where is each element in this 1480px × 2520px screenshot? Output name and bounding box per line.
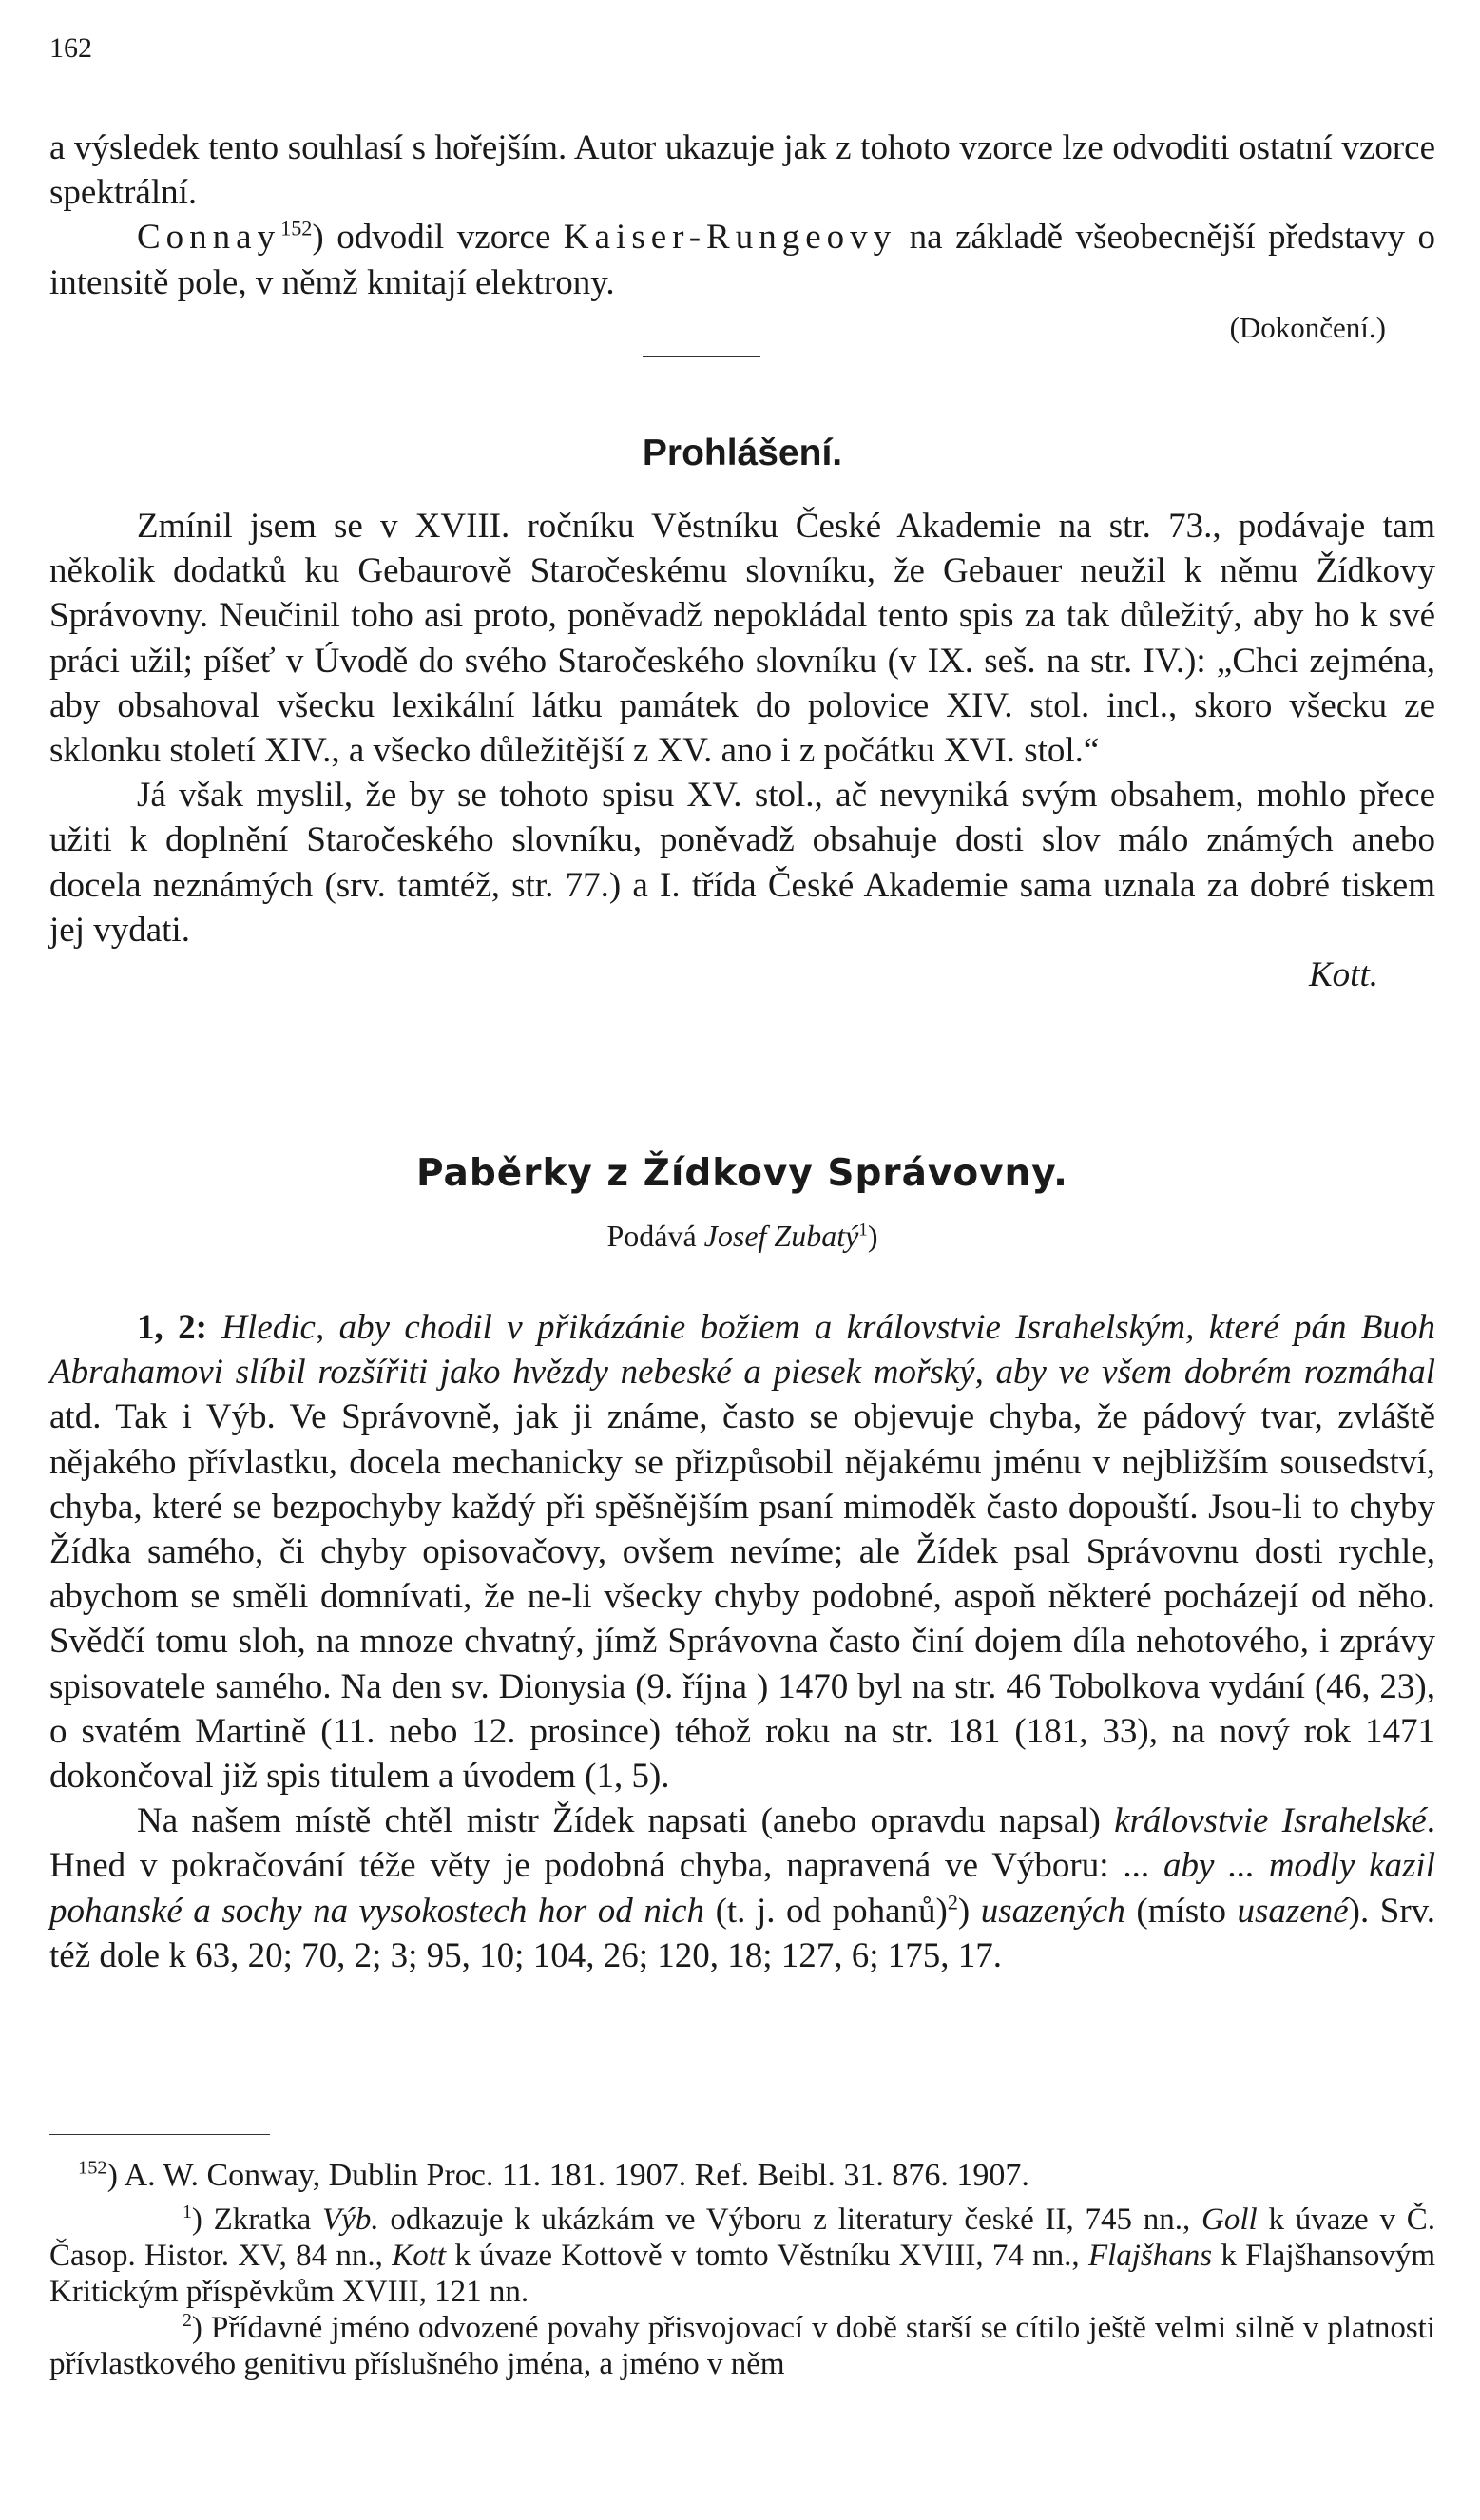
entry-quote: Hledic, aby chodil v přikázánie božiem a královstvie Israhelským, které pán Buoh Abrahamovi slíbil rozšířiti jako hvězdy nebeské a piesek mořský, aby ve všem dobrém rozmáhal	[49, 1308, 1435, 1393]
footnote-2-text: ) Přídavné jméno odvozené povahy přisvojovací v době starší se cítilo ještě velmi silně v platnosti přívlastkového genitivu příslušného jména, a jméno v něm	[49, 2311, 1435, 2381]
footnote-2	[49, 2310, 1435, 2382]
section-divider	[643, 356, 760, 357]
p2-italic-2: aby ... modly kazil pohanské a sochy na vysokostech hor od nich	[49, 1846, 1435, 1931]
fn1-italic-4: Flajšhans	[1087, 2239, 1213, 2273]
top-section	[49, 125, 1435, 350]
footnote-2-mark: 2	[183, 2310, 192, 2331]
conway-text-rest: na základě všeobecnější představy o intensitě pole, v němž kmitají elektrony.	[49, 218, 1435, 302]
paberky-byline	[49, 1219, 1435, 1254]
entry-commentary: atd. Tak i Výb. Ve Správovně, jak ji známe, často se objevuje chyba, že pádový tvar, zvláště nějakého přívlastku, docela mechanicky se přizpůsobil nějakému jménu v nejbližším sousedství, chyba, které se bezpochyby každý při spěšnějším psaní mimoděk často dopouští. Jsou-li to chyby Žídka samého, či chyby opisovačovy, ovšem nevíme; ale Žídek psal Správovnu dosti rychle, abychom se směli domnívati, že ne-li všecky chyby podobné, aspoň některé pocházejí od něho. Svědčí tomu sloh, na mnoze chvatný, jímž Správovna často činí dojem díla nehotového, i zprávy spisovatele samého. Na den sv. Dionysia (9. října ) 1470 byl na str. 46 Tobolkova vydání (46, 23), o svatém Martině (11. nebo 12. prosince) téhož roku na str. 181 (181, 33), na nový rok 1471 dokončoval již spis titulem a úvodem (1, 5).	[49, 1397, 1435, 1797]
footnote-ref-2: 2	[947, 1890, 958, 1914]
prohlaseni-body	[49, 504, 1435, 997]
paberky-paragraph-2	[49, 1799, 1435, 1978]
fn1-text-e: k Flajšhansovým Kritickým příspěvkům XVIII, 121 nn.	[49, 2239, 1435, 2309]
footnote-divider	[49, 2134, 270, 2135]
p2-text-b: . Hned v pokračování téže věty je podobná chyba, napravená ve Výboru: ...	[49, 1801, 1435, 1886]
fn1-italic-1: Výb.	[322, 2203, 379, 2237]
fn1-text-a: ) Zkratka	[191, 2203, 323, 2237]
p2-italic-4: usazené	[1237, 1891, 1349, 1931]
footnote-ref-152: 152	[280, 217, 313, 241]
footnotes	[49, 2158, 1435, 2382]
footnote-152-text: ) A. W. Conway, Dublin Proc. 11. 181. 1907. Ref. Beibl. 31. 876. 1907.	[106, 2158, 1029, 2193]
paberky-title: Paběrky z Žídkovy Správovny.	[416, 1152, 1068, 1195]
author-kaiser-runge: Kaiser-Rungeovy	[563, 218, 897, 258]
top-paragraph-conway	[49, 215, 1435, 304]
p2-italic-1: královstvie Israhelské	[1114, 1801, 1427, 1841]
p2-text-f: ). Srv. též dole k 63, 20; 70, 2; 3; 95, 10; 104, 26; 120, 18; 127, 6; 175, 17.	[49, 1891, 1436, 1975]
byline-author: Josef Zubatý	[703, 1219, 859, 1253]
fn1-text-b: odkazuje k ukázkám ve Výboru z literatury české II, 745 nn.,	[378, 2203, 1202, 2237]
footnote-152	[49, 2158, 1435, 2194]
footnote-1-mark: 1	[183, 2202, 192, 2222]
p2-text-e: (místo	[1124, 1891, 1238, 1931]
footnote-152-mark: 152	[78, 2157, 107, 2179]
paberky-body	[49, 1305, 1435, 1978]
p2-text-d: )	[957, 1891, 981, 1931]
prohlaseni-paragraph-1: Zmínil jsem se v XVIII. ročníku Věstníku České Akademie na str. 73., podávaje tam několik dodatků ku Gebaurově Staročeskému slovníku, že Gebauer neužil k němu Žídkovy Správovny. Neučinil toho asi proto, poněvadž nepokládal tento spis za tak důležitý, aby ho k své práci užil; píšeť v Úvodě do svého Staročeského slovníku (v IX. seš. na str. IV.): „Chci zejména, aby obsahoval všecku lexikální látku památek do polovice XIV. stol. incl., skoro všecku ze sklonku století XIV., a všecko důležitější z XV. ano i z počátku XVI. stol.“	[49, 507, 1435, 771]
conway-text: ) odvodil vzorce	[312, 218, 564, 258]
signature-text: Kott.	[1309, 955, 1378, 995]
p2-italic-3: usazených	[980, 1891, 1125, 1931]
footnote-1	[49, 2202, 1435, 2310]
p2-text-a: Na našem místě chtěl mistr Žídek napsati (anebo opravdu napsal)	[137, 1801, 1115, 1841]
footnote-ref-1: 1	[858, 1220, 868, 1241]
fn1-text-d: k úvaze Kottově v tomto Věstníku XVIII, 74 nn.,	[446, 2239, 1088, 2273]
fn1-italic-2: Goll	[1201, 2203, 1258, 2237]
author-conway: Connay	[137, 218, 281, 258]
paberky-section	[49, 1152, 1435, 1195]
prohlaseni-paragraph-2: Já však myslil, že by se tohoto spisu XV. stol., ač nevyniká svým obsahem, mohlo přece užiti k doplnění Staročeského slovníku, poněvadž obsahuje dosti slov málo známých anebo docela neznámých (srv. tamtéž, str. 77.) a I. třída České Akademie sama uznala za dobré tiskem jej vydati.	[49, 776, 1435, 950]
p2-text-c: (t. j. od pohanů)	[704, 1891, 948, 1931]
paberky-byline-wrap	[49, 1219, 1435, 1254]
fn1-text-c: k úvaze v Č. Časop. Histor. XV, 84 nn.,	[49, 2203, 1435, 2273]
byline-prefix: Podává	[606, 1219, 704, 1253]
prohlaseni-title: Prohlášení.	[642, 433, 843, 473]
byline-suffix: )	[867, 1219, 878, 1253]
entry-number: 1, 2:	[137, 1308, 207, 1347]
page-number: 162	[49, 32, 92, 64]
top-paragraph-1: a výsledek tento souhlasí s hořejším. Autor ukazuje jak z tohoto vzorce lze odvoditi ostatní vzorce spektrální.	[49, 128, 1435, 213]
prohlaseni-section	[49, 433, 1435, 474]
fn1-italic-3: Kott	[392, 2239, 447, 2273]
signature-kott	[49, 952, 1378, 997]
dokonceni-note: (Dokončení.)	[1229, 310, 1386, 344]
paberky-paragraph-1	[49, 1305, 1435, 1799]
